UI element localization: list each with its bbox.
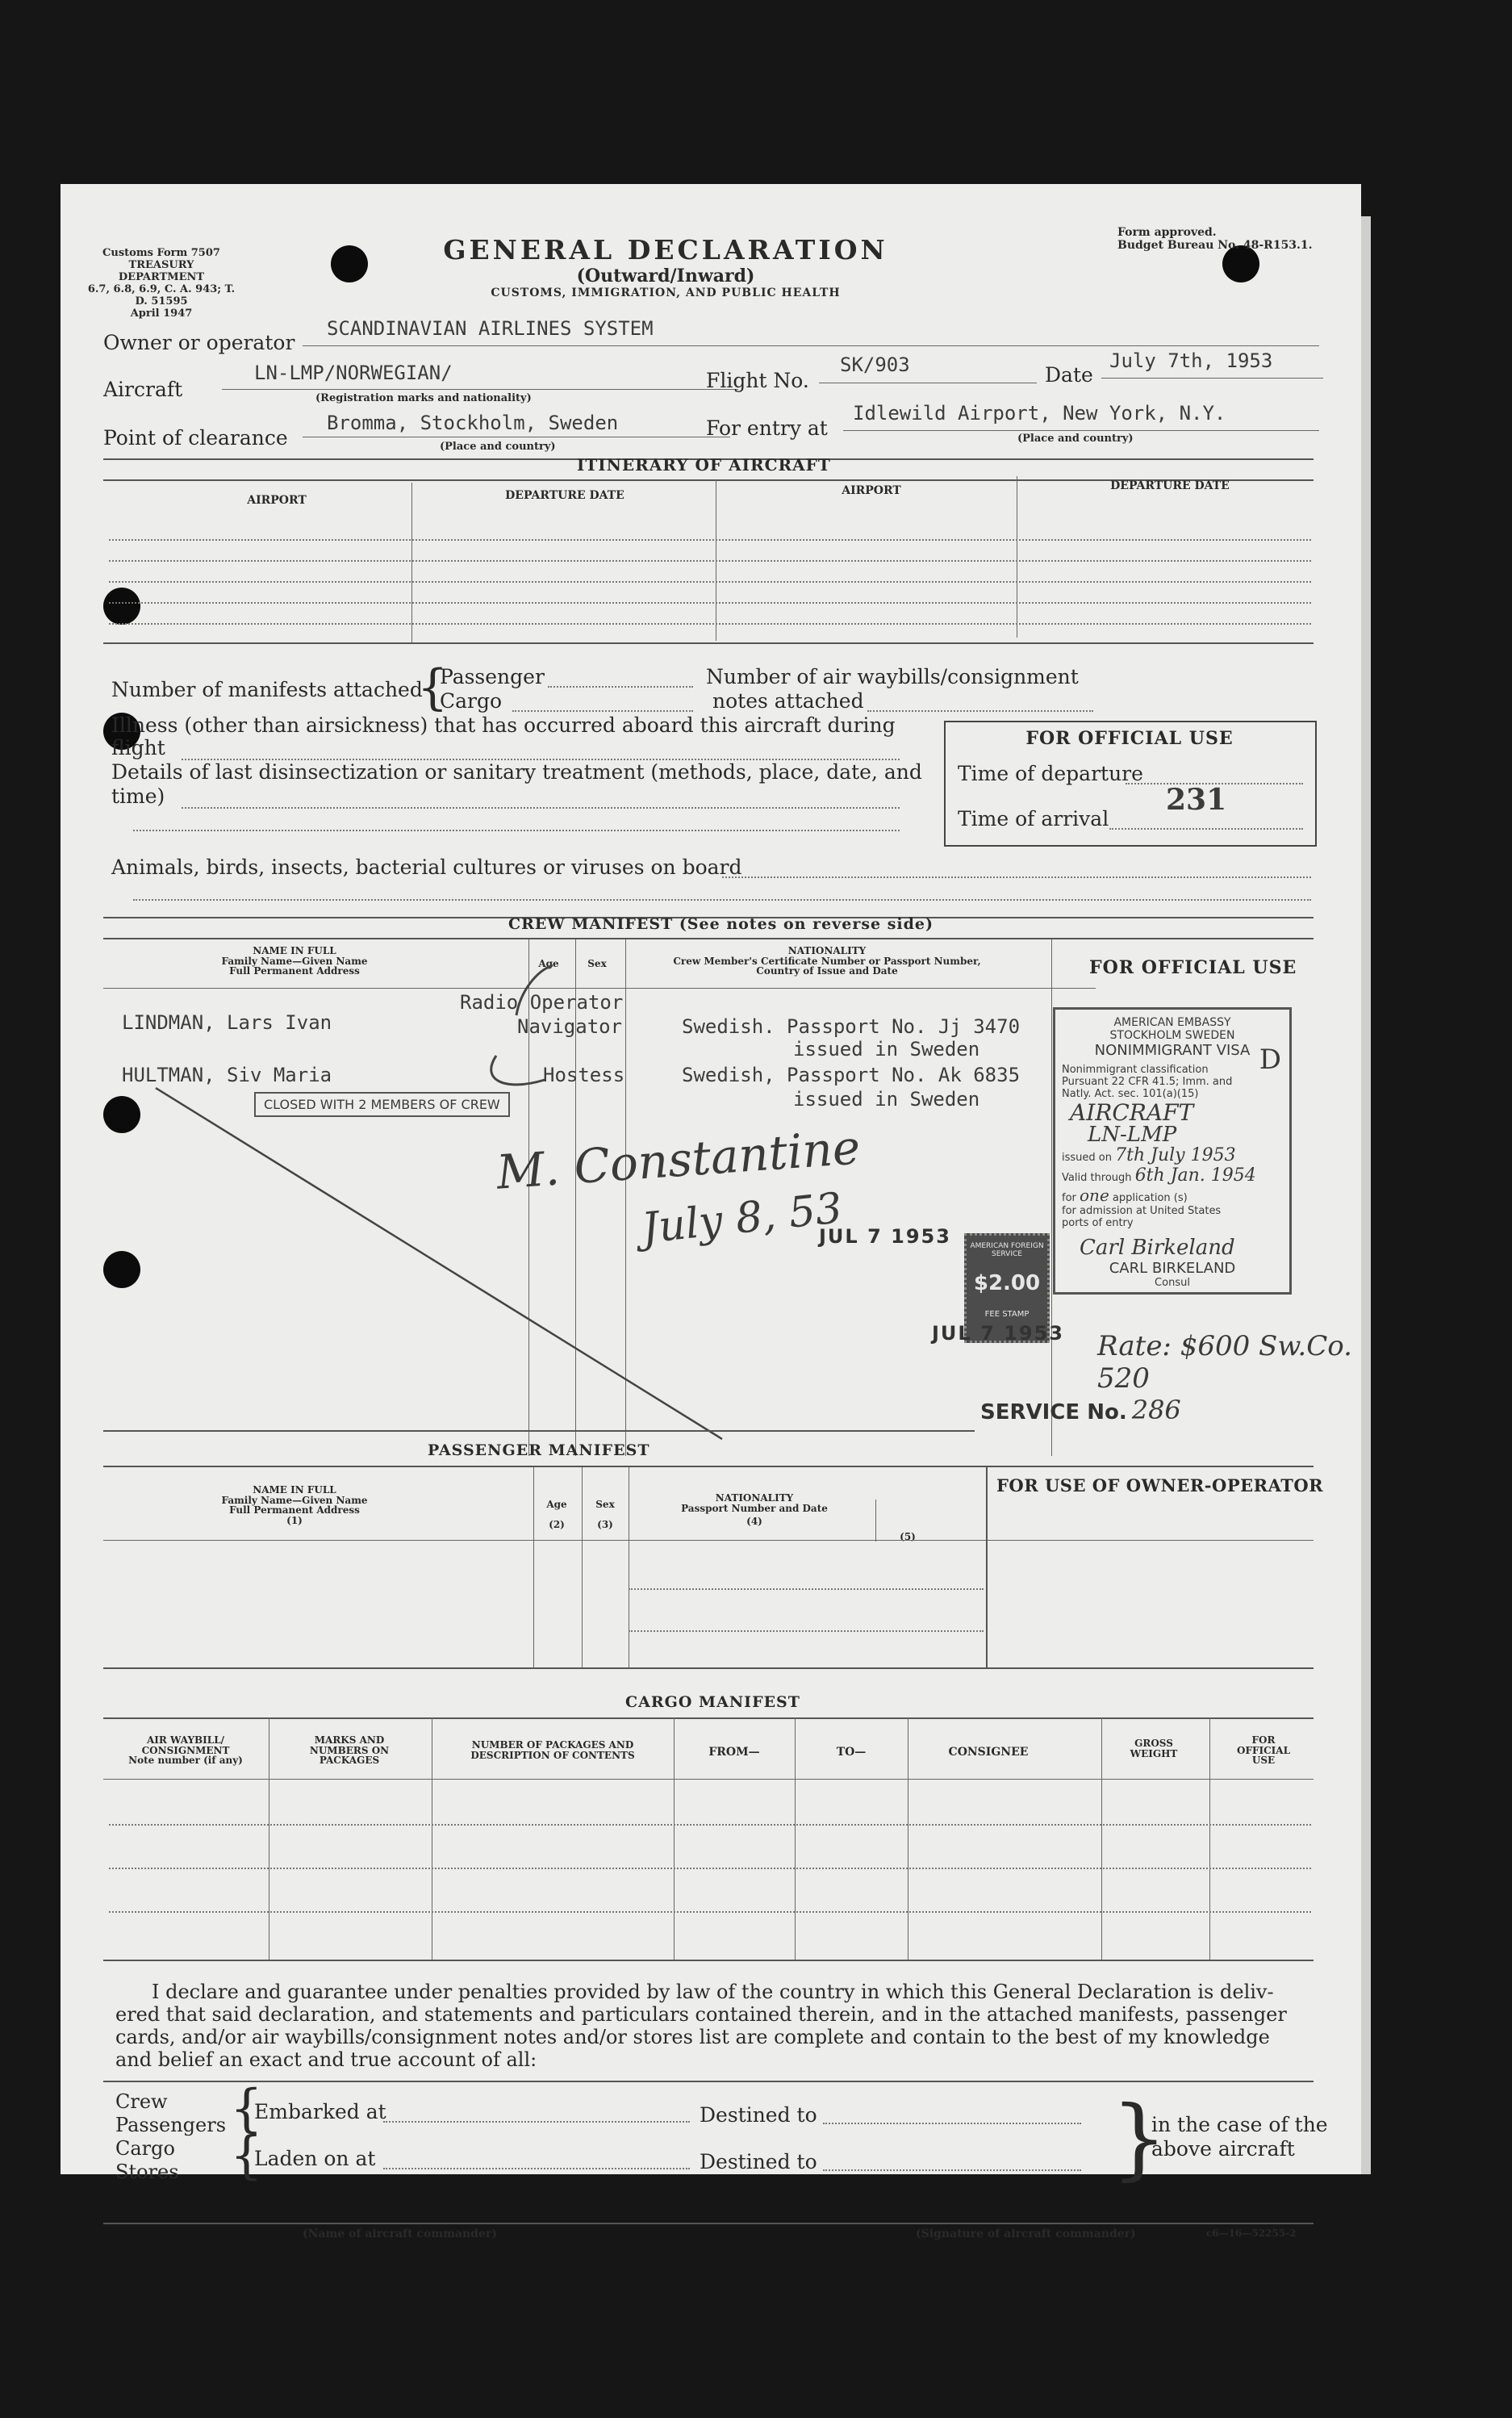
visa-line: Pursuant 22 CFR 41.5; Imm. and [1062,1076,1233,1088]
waybill-label: Number of air waybills/consignment [706,665,1079,688]
declaration-item: Stores [115,2161,179,2183]
visa-line: for admission at United States [1062,1205,1222,1217]
passenger-divider [986,1467,988,1667]
crew-role: Hostess [543,1064,625,1086]
visa-issued-label: issued on [1062,1152,1112,1164]
cargo-divider [1101,1717,1102,1960]
col-text: NATIONALITY [715,1492,794,1504]
col-text: NAME IN FULL [253,1484,336,1496]
departure-time-label: Time of departure [958,762,1143,785]
itinerary-col-2: DEPARTURE DATE [505,489,624,502]
col-text: (1) [286,1514,303,1526]
col-text: Age [546,1499,567,1510]
flight-value: SK/903 [840,353,910,376]
col-text: DESCRIPTION OF CONTENTS [470,1749,635,1761]
disinsect-label: Details of last disinsectization or sanitary treatment (methods, place, date, and [111,760,922,784]
crew-col-age: Age [538,958,559,969]
col-text: AIR WAYBILL/ [146,1734,225,1746]
col-text: (2) [549,1518,565,1530]
cargo-col-description [432,1740,674,1760]
col-text: OFFICIAL [1236,1744,1291,1756]
declaration-line: and belief an exact and true account of all: [115,2048,537,2071]
declaration-line: cards, and/or air waybills/consignment notes and/or stores list are complete and contain to the best of my knowledge [115,2026,1270,2048]
pen-mark [516,965,553,1015]
itinerary-col-1: AIRPORT [247,494,307,507]
destined-label: Destined to [700,2103,817,2127]
date-value: July 7th, 1953 [1109,349,1273,372]
clearance-label: Point of clearance [103,426,288,450]
passenger-col-5: (5) [900,1531,916,1542]
consul-title: Consul [1155,1277,1190,1289]
cargo-col-marks [269,1735,430,1766]
declaration-form [61,184,1361,2240]
consul-signature: Carl Birkeland [1080,1236,1235,1260]
waybill-label-2: notes attached [712,689,864,713]
visa-line: NONIMMIGRANT VISA [1094,1042,1251,1059]
fee-stamp-bottom: FEE STAMP [984,1310,1030,1319]
col-text: Sex [595,1499,615,1510]
case-brace: } [1111,2086,1167,2190]
arrival-time-value: 231 [1166,783,1227,817]
crew-title: CREW MANIFEST (See notes on reverse side) [508,915,934,933]
aircraft-label: Aircraft [103,378,183,401]
date-stamp: JUL 7 1953 [819,1225,951,1248]
passenger-title: PASSENGER MANIFEST [428,1441,650,1459]
visa-stamp [1053,1007,1292,1295]
cargo-top-rule [103,1667,1314,1669]
cargo-divider [795,1717,796,1960]
passenger-divider [875,1500,876,1542]
embarked-line [383,2121,690,2123]
pen-mark [491,1056,545,1085]
visa-issued [1062,1145,1283,1165]
col-text: USE [1251,1755,1276,1767]
cargo-col-to: TO— [836,1746,867,1759]
visa-for-label: for [1062,1192,1076,1204]
manifest-cargo-label: Cargo [440,689,503,713]
cargo-row [109,1868,1311,1869]
crew-name: HULTMAN, Siv Maria [122,1064,332,1086]
col-text: Note number (if any) [128,1755,243,1767]
visa-handwriting: AIRCRAFT [1070,1099,1194,1126]
visa-class: D [1259,1044,1281,1076]
crew-role: Radio Operator [460,991,624,1014]
items-brace: { [230,2126,263,2186]
service-number [980,1395,1181,1425]
passenger-row [629,1588,984,1590]
entry-value: Idlewild Airport, New York, N.Y. [853,402,1226,425]
officer-signature: M. Constantine [495,1119,863,1200]
crew-official-use: FOR OFFICIAL USE [1089,957,1297,978]
cargo-bottom-rule [103,1960,1314,1961]
officer-signature-date: July 8, 53 [639,1184,845,1253]
destined-line [823,2123,1081,2124]
visa-line: Natly. Act. sec. 101(a)(15) [1062,1088,1199,1100]
date-stamp: JUL 7 1953 [932,1322,1064,1345]
visa-valid [1062,1165,1283,1186]
col-text: CONSIGNMENT [141,1744,230,1756]
fee-stamp-value: $2.00 [973,1271,1041,1295]
passenger-row [629,1630,984,1632]
form-line: April 1947 [130,307,193,320]
declaration-item: Cargo [115,2137,175,2160]
aircraft-value: LN-LMP/NORWEGIAN/ [254,362,453,384]
disinsect-label-2: time) [111,784,165,808]
declaration-line: I declare and guarantee under penalties provided by law of the country in which this General Declaration is deliv- [152,1981,1274,2003]
cargo-col-official [1211,1735,1316,1766]
visa-valid-label: Valid through [1062,1172,1132,1184]
cargo-header-rule [103,1779,1314,1780]
passenger-header-rule [103,1540,1314,1541]
service-label: SERVICE No. [980,1400,1127,1424]
cargo-col-weight [1101,1738,1206,1759]
col-text: NATIONALITY [787,945,867,956]
col-text: Full Permanent Address [229,1504,360,1516]
visa-line: ports of entry [1062,1217,1134,1229]
cargo-row [109,1824,1311,1826]
col-text: NUMBER OF PACKAGES AND [471,1739,634,1751]
cargo-divider [1209,1717,1210,1960]
form-subtitle-2: CUSTOMS, IMMIGRATION, AND PUBLIC HEALTH [491,287,841,299]
cargo-col-waybill [105,1735,266,1766]
official-use-title: FOR OFFICIAL USE [1025,728,1234,749]
passenger-col-age [537,1500,577,1529]
visa-line: STOCKHOLM SWEDEN [1109,1029,1235,1042]
cargo-row [109,1911,1311,1913]
passenger-divider [582,1467,583,1667]
illness-label-2: flight [111,736,165,759]
itinerary-col-4: DEPARTURE DATE [1110,479,1230,492]
visa-handwriting: LN-LMP [1088,1123,1177,1147]
date-label: Date [1045,363,1093,387]
crew-role: Navigator [517,1015,623,1038]
entry-label: For entry at [706,416,828,440]
case-line: in the case of the [1151,2113,1328,2136]
service-value: 286 [1131,1395,1181,1425]
passenger-top-rule [103,1430,975,1432]
closed-with-crew-stamp: CLOSED WITH 2 MEMBERS OF CREW [254,1092,510,1117]
col-text: Passport Number and Date [681,1502,828,1514]
col-text: Crew Member's Certificate Number or Passport Number, [673,955,981,967]
fee-stamp-top: AMERICAN FOREIGN SERVICE [970,1242,1044,1258]
print-code: c6—16—52255-2 [1206,2228,1297,2239]
visa-issued-value: 7th July 1953 [1115,1145,1236,1165]
owner-label: Owner or operator [103,331,295,354]
aircraft-note: (Registration marks and nationality) [315,392,532,404]
declaration-text [115,1981,1326,2071]
declaration-line: ered that said declaration, and statements and particulars contained therein, and in the attached manifests, passenger [115,2003,1287,2026]
approval-line: Form approved. [1117,226,1217,239]
clearance-note: (Place and country) [440,441,556,453]
col-text: Family Name—Given Name [221,955,368,967]
clearance-value: Bromma, Stockholm, Sweden [327,412,619,434]
owner-value: SCANDINAVIAN AIRLINES SYSTEM [327,317,654,340]
passenger-divider [533,1467,534,1667]
passenger-col-name [141,1485,448,1525]
passenger-col-sex [585,1500,625,1529]
entry-note: (Place and country) [1017,433,1134,445]
visa-applications [1062,1186,1283,1205]
destined-line [823,2169,1081,2171]
col-text: (3) [597,1518,613,1530]
col-text: NUMBERS ON [309,1744,390,1756]
itinerary-title: ITINERARY OF AIRCRAFT [577,455,831,475]
visa-for-value: one [1080,1186,1109,1205]
declaration-items [115,2090,226,2184]
form-title: GENERAL DECLARATION [443,234,888,266]
destined-label: Destined to [700,2150,817,2173]
crew-nationality: Swedish. Passport No. Jj 3470 [682,1015,1021,1038]
passenger-col-nationality [633,1493,875,1527]
itinerary-col-3: AIRPORT [842,484,901,497]
manifests-label: Number of manifests attached [111,678,423,701]
laden-line [383,2168,690,2169]
col-text: Full Permanent Address [229,965,360,977]
declaration-item: Passengers [115,2114,227,2136]
manifests-brace: { [417,659,449,716]
visa-line: Nonimmigrant classification [1062,1064,1209,1076]
visa-line: AMERICAN EMBASSY [1113,1016,1231,1029]
passenger-rule [103,1466,1314,1467]
items-brace: { [230,2079,263,2139]
col-text: MARKS AND [314,1734,385,1746]
cargo-divider [674,1717,675,1960]
consul-name: CARL BIRKELAND [1109,1260,1236,1277]
crew-col-sex: Sex [587,958,607,969]
visa-valid-value: 6th Jan. 1954 [1134,1165,1256,1186]
owner-operator-use: FOR USE OF OWNER-OPERATOR [996,1475,1324,1496]
illness-label: Illness (other than airsickness) that has occurred aboard this aircraft during [111,713,896,737]
col-text: (4) [746,1516,762,1528]
cargo-col-from: FROM— [708,1746,760,1759]
case-text [1151,2113,1328,2161]
commander-signature: (Signature of aircraft commander) [916,2228,1136,2240]
crew-nationality: issued in Sweden [793,1038,980,1060]
col-text: Country of Issue and Date [756,965,898,977]
signature-rule [103,2223,1314,2224]
declaration-rule [103,2081,1314,2082]
manifest-passenger-label: Passenger [440,665,545,688]
fee-rate: Rate: $600 Sw.Co. 520 [1097,1330,1352,1395]
crew-nationality: issued in Sweden [793,1088,980,1111]
cargo-rule [103,1717,1314,1719]
cargo-col-consignee: CONSIGNEE [948,1746,1029,1759]
col-text: NAME IN FULL [253,945,336,956]
col-text: FOR [1251,1734,1276,1746]
approval-line: Budget Bureau No. 48-R153.1. [1117,239,1313,252]
declaration-item: Crew [115,2090,168,2113]
form-line: TREASURY DEPARTMENT [118,259,205,283]
col-text: WEIGHT [1130,1747,1178,1759]
form-line: 6.7, 6.8, 6.9, C. A. 943; T. D. 51595 [87,283,236,307]
flight-label: Flight No. [706,369,809,392]
cargo-title: CARGO MANIFEST [625,1693,800,1711]
form-line: Customs Form 7507 [102,247,220,259]
arrival-time-label: Time of arrival [958,807,1109,830]
crew-nationality: Swedish, Passport No. Ak 6835 [682,1064,1021,1086]
form-subtitle: (Outward/Inward) [576,266,755,287]
laden-label: Laden on at [254,2147,376,2170]
col-text: GROSS [1134,1738,1173,1749]
commander-name: (Name of aircraft commander) [303,2228,497,2240]
visa-application-label: application (s) [1112,1192,1188,1204]
animals-label: Animals, birds, insects, bacterial cultures or viruses on board [111,856,742,879]
col-text: PACKAGES [319,1755,380,1767]
embarked-label: Embarked at [254,2100,386,2123]
crew-name: LINDMAN, Lars Ivan [122,1011,332,1034]
case-line: above aircraft [1151,2137,1295,2161]
col-text: Family Name—Given Name [221,1494,368,1506]
